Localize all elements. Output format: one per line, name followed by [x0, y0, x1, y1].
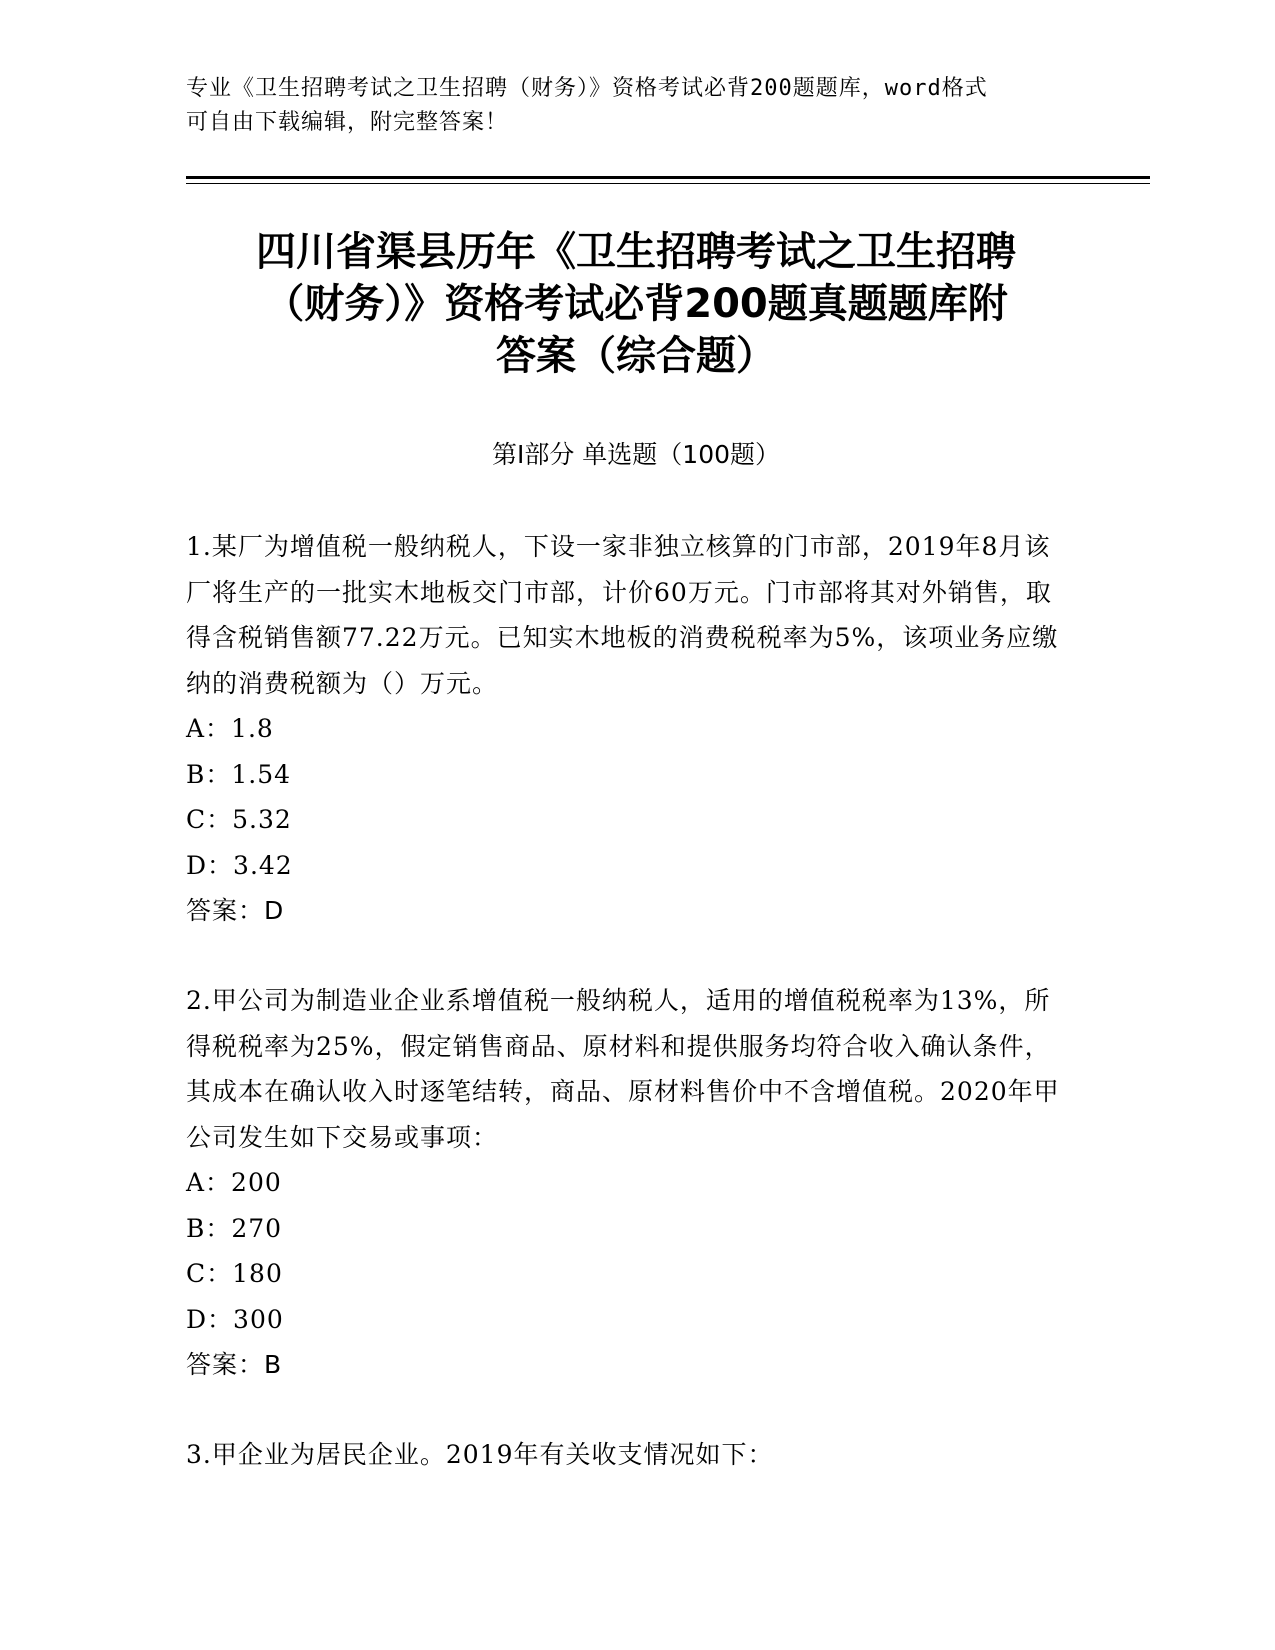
option-a: A：200	[186, 1168, 282, 1197]
header-note-line: 专业《卫生招聘考试之卫生招聘（财务）》资格考试必背200题题库，word格式	[186, 76, 988, 101]
question-item	[186, 978, 1066, 1388]
title-line: 四川省渠县历年《卫生招聘考试之卫生招聘	[256, 229, 1016, 275]
header-divider-thick	[186, 176, 1150, 179]
header-divider-thin	[186, 183, 1150, 184]
document-header-note	[186, 72, 1066, 140]
option-a: A：1.8	[186, 714, 274, 743]
question-stem: 1.某厂为增值税一般纳税人，下设一家非独立核算的门市部，2019年8月该厂将生产的一批实木地板交门市部，计价60万元。门市部将其对外销售，取得含税销售额77.22万元。已知实木地板的消费税税率为5%，该项业务应缴纳的消费税额为（）万元。	[186, 532, 1059, 698]
header-note-line: 可自由下载编辑，附完整答案！	[186, 110, 509, 135]
answer-label: 答案：D	[186, 896, 285, 925]
title-line: （财务）》资格考试必背200题真题题库附	[264, 281, 1008, 327]
section-heading: 第Ⅰ部分 单选题（100题）	[491, 440, 781, 469]
option-b: B：1.54	[186, 759, 292, 789]
option-b: B：270	[186, 1213, 283, 1243]
answer-label: 答案：B	[186, 1350, 283, 1379]
title-line: 答案（综合题）	[496, 333, 776, 379]
question-stem: 2.甲公司为制造业企业系增值税一般纳税人，适用的增值税税率为13%，所得税税率为25%，假定销售商品、原材料和提供服务均符合收入确认条件，其成本在确认收入时逐笔结转，商品、原材料售价中不含增值税。2020年甲公司发生如下交易或事项：	[186, 986, 1060, 1152]
question-item	[186, 524, 1066, 934]
option-c: C：5.32	[186, 805, 292, 834]
question-item	[186, 1432, 1066, 1478]
option-d: D：3.42	[186, 850, 293, 880]
option-c: C：180	[186, 1259, 283, 1288]
option-d: D：300	[186, 1304, 284, 1334]
document-title	[186, 226, 1086, 382]
question-stem: 3.甲企业为居民企业。2019年有关收支情况如下：	[186, 1440, 774, 1469]
